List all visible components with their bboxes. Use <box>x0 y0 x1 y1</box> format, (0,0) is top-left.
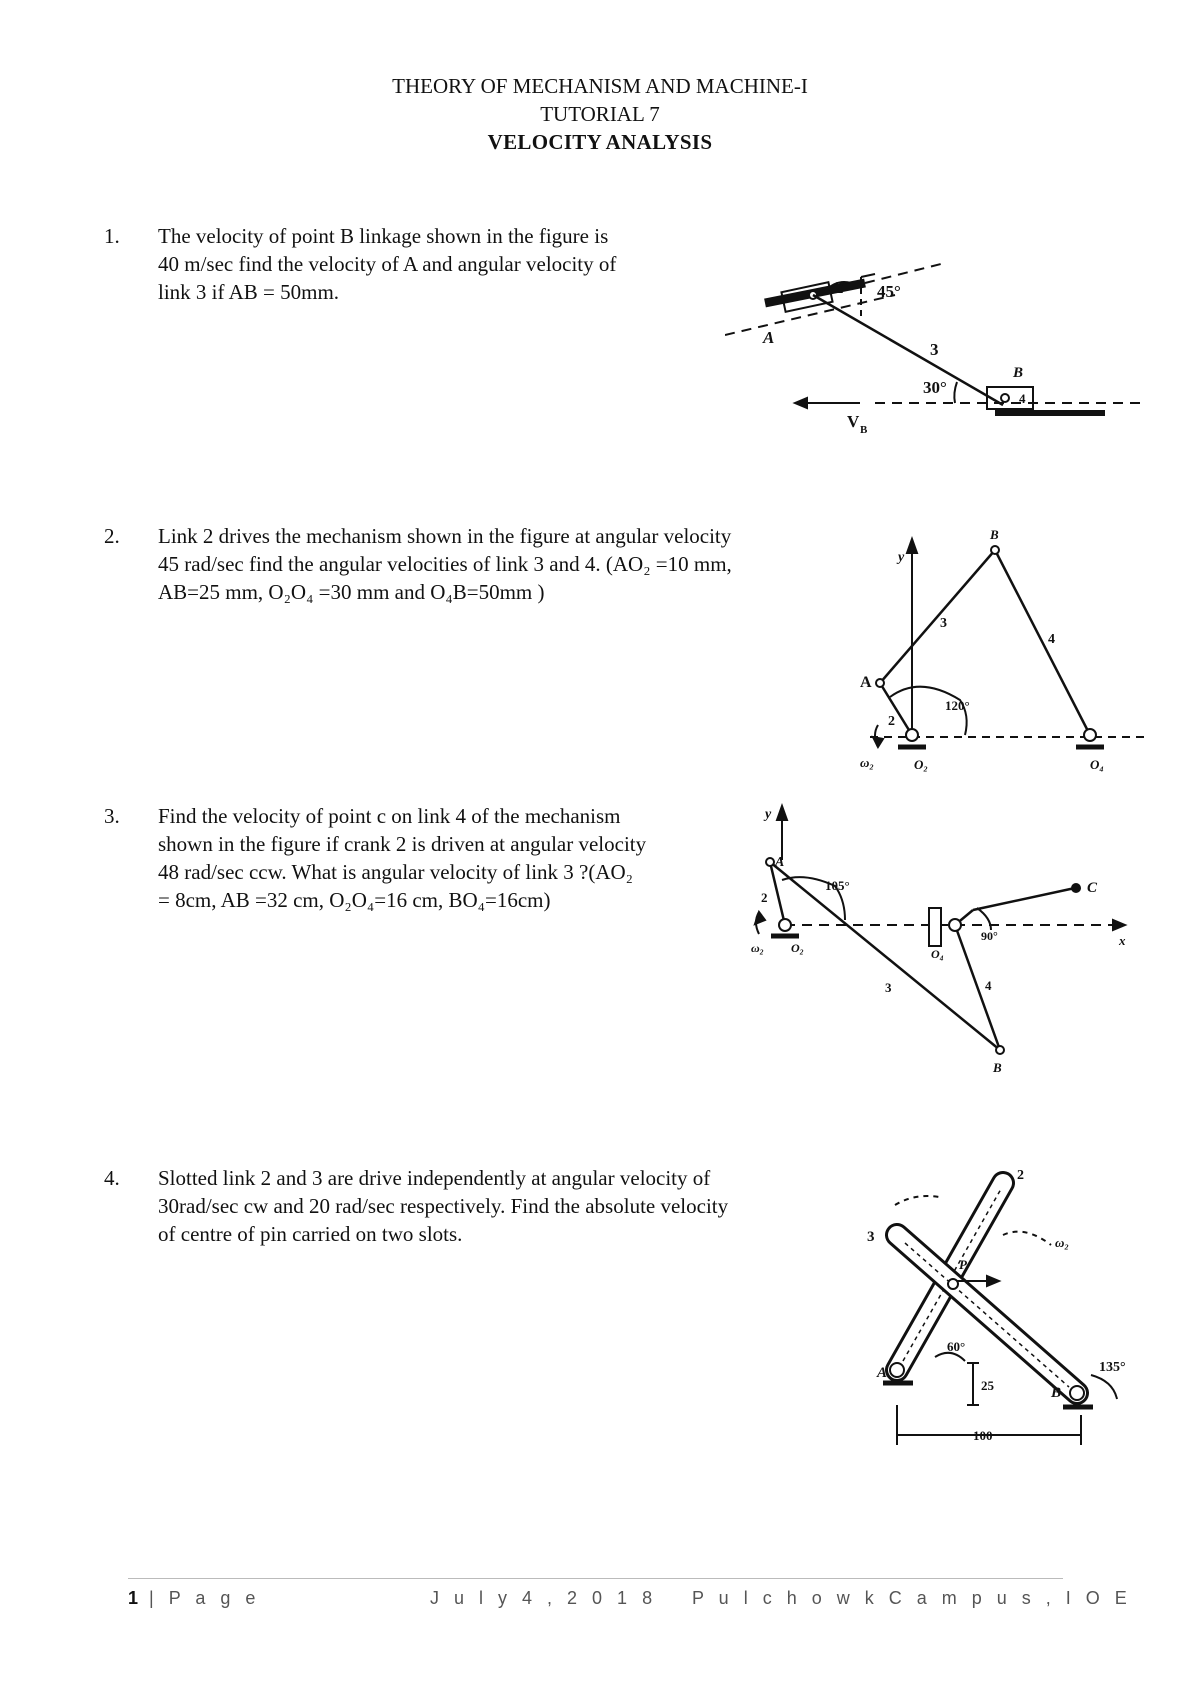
pivot-o4-block <box>929 908 941 946</box>
question-1-line-2: 40 m/sec find the velocity of A and angular velocity of <box>158 252 617 276</box>
label-vb: V <box>847 412 860 431</box>
label-omega: ω₂ <box>1055 1235 1069 1250</box>
question-4-line-2: 30rad/sec cw and 20 rad/sec respectively. Find the absolute velocity <box>158 1194 729 1218</box>
label-angle-135: 135° <box>1099 1360 1126 1375</box>
label-angle-30: 30° <box>923 378 947 397</box>
question-4-line-3: of centre of pin carried on two slots. <box>158 1222 463 1246</box>
figure-2-four-bar <box>850 525 1150 785</box>
label-o2: O₂ <box>914 757 928 772</box>
label-a: A <box>877 1365 888 1381</box>
course-title: THEORY OF MECHANISM AND MACHINE-I <box>392 74 808 98</box>
pin-b <box>1001 394 1009 402</box>
label-dim-25: 25 <box>981 1378 994 1393</box>
label-dim-100: 100 <box>973 1428 993 1443</box>
question-1-line-3: link 3 if AB = 50mm. <box>158 280 340 304</box>
footer-page <box>128 1588 260 1609</box>
question-2-text <box>158 522 732 606</box>
link-4-arm <box>973 888 1075 910</box>
figure-4-slotted-links <box>855 1165 1145 1465</box>
label-b: B <box>993 1060 1002 1075</box>
link-3 <box>813 295 1003 405</box>
question-1-text <box>158 222 616 306</box>
pivot-o4 <box>949 919 961 931</box>
label-c: C <box>1087 880 1098 896</box>
label-omega: ω₂ <box>860 755 874 770</box>
label-y: y <box>898 550 905 565</box>
label-angle-120: 120° <box>945 698 970 713</box>
question-2-line-3: AB=25 mm, O₂O₄ =30 mm and O₄B=50mm ) <box>158 580 545 604</box>
label-a: A <box>860 674 872 691</box>
label-angle-45: 45° <box>877 282 901 301</box>
label-link-2: 2 <box>888 714 895 729</box>
label-x: x <box>1119 933 1126 948</box>
footer-page-label: | P a g e <box>149 1588 261 1608</box>
pivot-o2 <box>906 729 918 741</box>
question-1-number: 1. <box>104 224 120 248</box>
label-b: B <box>1051 1385 1062 1401</box>
footer-date: J u l y 4 , 2 0 1 8 <box>430 1588 658 1608</box>
label-link-3: 3 <box>885 980 892 995</box>
label-o4: O₄ <box>1090 757 1104 772</box>
label-angle-105: 105° <box>825 878 850 893</box>
question-3-line-1: Find the velocity of point c on link 4 of the mechanism <box>158 804 621 828</box>
figure-3-linkage <box>745 800 1135 1080</box>
point-c <box>1072 884 1080 892</box>
figure-1-slider-linkage <box>725 255 1145 490</box>
label-y: y <box>765 807 772 822</box>
question-3-text <box>158 802 646 914</box>
pin-b <box>996 1046 1004 1054</box>
label-link-3: 3 <box>930 340 939 359</box>
question-3-line-2: shown in the figure if crank 2 is driven at angular velocity <box>158 832 647 856</box>
label-link-4: 4 <box>1019 391 1026 406</box>
tutorial-number: TUTORIAL 7 <box>540 102 660 126</box>
pivot-b <box>1070 1386 1084 1400</box>
label-a: A <box>775 855 785 870</box>
question-3-line-3: 48 rad/sec ccw. What is angular velocity of link 3 ?(AO₂ <box>158 860 634 884</box>
question-2-number: 2. <box>104 524 120 548</box>
label-b: B <box>1013 365 1024 381</box>
question-2-line-2: 45 rad/sec find the angular velocities of link 3 and 4. (AO₂ =10 mm, <box>158 552 732 576</box>
label-vb-sub: B <box>860 424 868 436</box>
pin-a <box>876 679 884 687</box>
label-link-2: 2 <box>761 890 768 905</box>
question-3-line-4: = 8cm, AB =32 cm, O₂O₄=16 cm, BO₄=16cm) <box>158 888 551 912</box>
question-4-number: 4. <box>104 1166 120 1190</box>
question-1-line-1: The velocity of point B linkage shown in the figure is <box>158 224 609 248</box>
label-b: B <box>990 527 999 542</box>
label-link-3: 3 <box>940 616 947 631</box>
footer-institution: P u l c h o w k C a m p u s , I O E <box>692 1588 1132 1608</box>
label-angle-90: 90° <box>981 929 998 943</box>
question-3-number: 3. <box>104 804 120 828</box>
label-angle-60: 60° <box>947 1339 966 1354</box>
label-link-2: 2 <box>835 278 844 297</box>
label-link-2: 2 <box>1017 1168 1024 1183</box>
pin-p <box>948 1279 958 1289</box>
label-link-4: 4 <box>985 978 992 993</box>
label-o2: O₂ <box>791 941 804 955</box>
pivot-o2 <box>779 919 791 931</box>
topic-title: VELOCITY ANALYSIS <box>487 130 713 154</box>
footer-divider <box>128 1578 1063 1579</box>
pin-a <box>766 858 774 866</box>
label-a: A <box>763 328 775 347</box>
link-3 <box>880 550 995 683</box>
pin-b <box>991 546 999 554</box>
label-link-3: 3 <box>867 1229 875 1245</box>
link-2 <box>880 683 912 735</box>
label-o4: O₄ <box>931 947 944 961</box>
label-p: P <box>959 1257 967 1272</box>
question-2-line-1: Link 2 drives the mechanism shown in the figure at angular velocity <box>158 524 732 548</box>
pivot-a <box>890 1363 904 1377</box>
footer-page-number: 1 <box>128 1588 140 1608</box>
question-4-line-1: Slotted link 2 and 3 are drive independently at angular velocity of <box>158 1166 711 1190</box>
question-4-text <box>158 1164 728 1248</box>
label-link-4: 4 <box>1048 632 1055 647</box>
pivot-o4 <box>1084 729 1096 741</box>
link-4 <box>995 550 1090 735</box>
label-omega: ω₂ <box>751 941 764 955</box>
